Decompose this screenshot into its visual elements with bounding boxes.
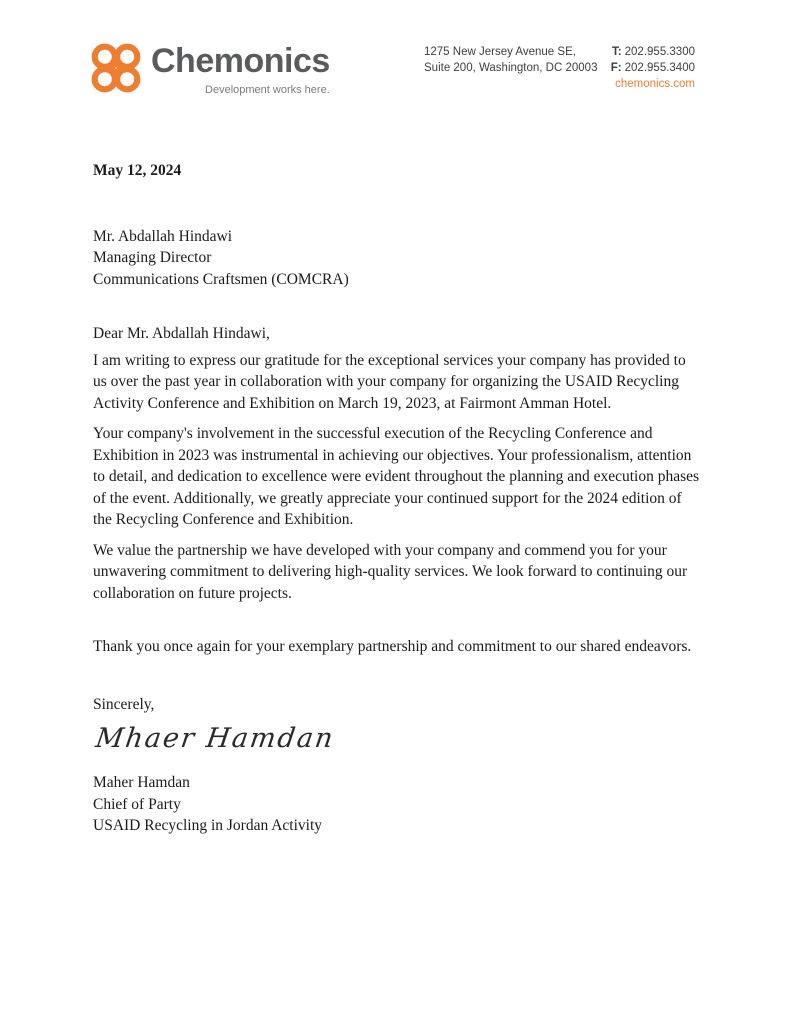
- brand-tagline: Development works here.: [205, 83, 330, 96]
- address-line-2: Suite 200, Washington, DC 20003: [424, 62, 598, 74]
- recipient-name: Mr. Abdallah Hindawi: [93, 227, 233, 245]
- closing-line: Thank you once again for your exemplary partnership and commitment to our shared endeavors.: [93, 638, 692, 655]
- signer-block: [93, 772, 699, 837]
- fax-line: [611, 60, 695, 76]
- phone-line: [611, 44, 695, 60]
- phone-f-value: 202.955.3400: [624, 62, 695, 74]
- recipient-title: Managing Director: [93, 249, 212, 266]
- paragraph-2: Your company's involvement in the successful execution of the Recycling Conference and Exhibition in 2023 was instrumental in achieving our objectives. Your professionalism, attention to detail, and dedication to excellence were evident throughout the planning and execution phases of the event. Additionally, we greatly appreciate your continued support for the 2024 edition of the Recycling Conference and Exhibition.: [93, 425, 700, 528]
- chemonics-flower-icon: [88, 40, 144, 96]
- paragraph-1: I am writing to express our gratitude for the exceptional services your company has provided to us over the past year in collaboration with your company for organizing the USAID Recycling Activity Conference and Exhibition on March 19, 2023, at Fairmont Amman Hotel.: [93, 351, 686, 412]
- letterhead-phone-block: [611, 44, 695, 92]
- brand-name: Chemonics: [151, 42, 330, 80]
- recipient-block: [93, 226, 699, 291]
- signer-title: Chief of Party: [93, 795, 181, 813]
- chemonics-logo: [88, 40, 330, 96]
- letter-body: [93, 150, 699, 837]
- address-line-1: 1275 New Jersey Avenue SE,: [424, 46, 576, 58]
- paragraph-3: We value the partnership we have developed with your company and commend you for your unwavering commitment to delivering high-quality services. We look forward to continuing our collaboration on future projects.: [93, 541, 688, 602]
- phone-t-label: T:: [612, 46, 622, 58]
- sign-off: Sincerely,: [93, 695, 155, 713]
- phone-t-value: 202.955.3300: [624, 46, 695, 58]
- handwritten-signature: Mhaer Hamdan: [93, 723, 337, 754]
- website-link[interactable]: chemonics.com: [615, 78, 695, 90]
- signer-organization: USAID Recycling in Jordan Activity: [93, 817, 323, 834]
- signer-name: Maher Hamdan: [93, 774, 190, 791]
- phone-f-label: F:: [610, 62, 622, 74]
- letterhead-address: [424, 44, 597, 76]
- salutation: Dear Mr. Abdallah Hindawi,: [93, 325, 270, 342]
- letter-date: May 12, 2024: [93, 162, 182, 179]
- recipient-company: Communications Craftsmen (COMCRA): [93, 270, 349, 288]
